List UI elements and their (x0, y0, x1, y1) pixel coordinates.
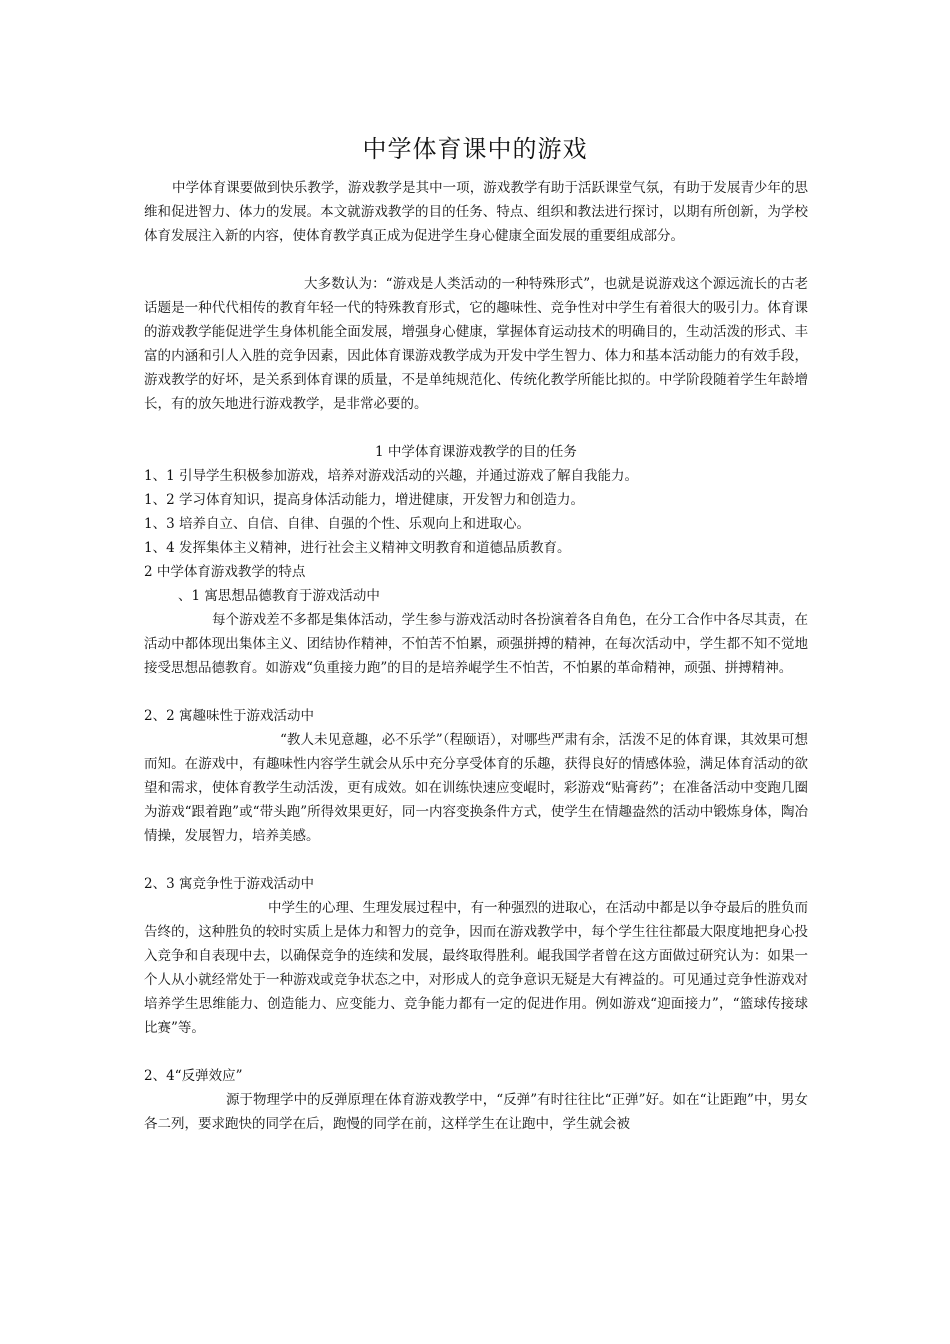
document-title: 中学体育课中的游戏 (362, 135, 588, 163)
list-item: 1、4 发挥集体主义精神，进行社会主义精神文明教育和道德品质教育。 (144, 540, 571, 556)
subsection-2-1-text: 每个游戏差不多都是集体活动，学生参与游戏活动时各扮演着各自角色，在分工合作中各尽其责，在活动中都体现出集体主义、团结协作精神，不怕苦不怕累，顽强拼搏的精神，在每次活动中，学生都不知不觉地接受思想品德教育。如游戏“负重接力跑”的目的是培养崐学生不怕苦，不怕累的革命精神，顽强、拼搏精神。 (144, 612, 808, 676)
section-2-heading: 2 中学体育游戏教学的特点 (144, 564, 306, 580)
spacer (144, 680, 808, 704)
spacer (144, 416, 808, 440)
subsection-2-4-heading: 2、4“反弹效应” (144, 1068, 243, 1084)
intro-paragraph: 大多数认为：“游戏是人类活动的一种特殊形式”，也就是说游戏这个源远流长的古老话题是一种代代相传的教育年轻一代的特殊教育形式，它的趣味性、竞争性对中学生有着很大的吸引力。体育课的游戏教学能促进学生身体机能全面发展，增强身心健康，掌握体育运动技术的明确目的，生动活泼的形式、丰富的内涵和引人入胜的竞争因素，因此体育课游戏教学成为开发中学生智力、体力和基本活动能力的有效手段，游戏教学的好坏，是关系到体育课的质量，不是单纯规范化、传统化教学所能比拟的。中学阶段随着学生年龄增长，有的放矢地进行游戏教学，是非常必要的。 (144, 276, 808, 412)
abstract-paragraph: 中学体育课要做到快乐教学，游戏教学是其中一项，游戏教学有助于活跃课堂气氛，有助于发展青少年的思维和促进智力、体力的发展。本文就游戏教学的目的任务、特点、组织和教法进行探讨，以期有所创新，为学校体育发展注入新的内容，使体育教学真正成为促进学生身心健康全面发展的重要组成部分。 (144, 180, 808, 244)
subsection-2-4-text: 源于物理学中的反弹原理在体育游戏教学中，“反弹”有时往往比“正弹”好。如在“让距跑”中，男女各二列，要求跑快的同学在后，跑慢的同学在前，这样学生在让跑中，学生就会被 (144, 1092, 808, 1132)
subsection-2-3-heading: 2、3 寓竞争性于游戏活动中 (144, 876, 314, 892)
subsection-2-2-text: “教人未见意趣，必不乐学”（程颐语），对哪些严肃有余，活泼不足的体育课，其效果可想而知。在游戏中，有趣味性内容学生就会从乐中充分享受体育的乐趣，获得良好的情感体验，满足体育活动的欲望和需求，使体育教学生动活泼，更有成效。如在训练快速应变崐时，彩游戏“贴膏药”；在准备活动中变跑几圈为游戏“跟着跑”或“带头跑”所得效果更好，同一内容变换条件方式，使学生在情趣盎然的活动中锻炼身体，陶冶情操，发展智力，培养美感。 (144, 732, 808, 844)
subsection-2-3-text: 中学生的心理、生理发展过程中，有一种强烈的进取心，在活动中都是以争夺最后的胜负而告终的，这种胜负的较时实质上是体力和智力的竞争，因而在游戏教学中，每个学生往往都最大限度地把身心投入竞争和自表现中去，以确保竞争的连续和发展，最终取得胜利。崐我国学者曾在这方面做过研究认为：如果一个人从小就经常处于一种游戏或竞争状态之中，对形成人的竞争意识无疑是大有裨益的。可见通过竞争性游戏对培养学生思维能力、创造能力、应变能力、竞争能力都有一定的促进作用。例如游戏“迎面接力”，“篮球传接球比赛”等。 (144, 900, 808, 1036)
spacer (144, 848, 808, 872)
list-item: 1、2 学习体育知识，提高身体活动能力，增进健康，开发智力和创造力。 (144, 492, 584, 508)
spacer (144, 1040, 808, 1064)
subsection-2-2-heading: 2、2 寓趣味性于游戏活动中 (144, 708, 314, 724)
document-body (144, 176, 808, 1136)
list-item: 1、3 培养自立、自信、自律、自强的个性、乐观向上和进取心。 (144, 516, 530, 532)
section-1-heading: 1 中学体育课游戏教学的目的任务 (375, 444, 577, 460)
list-item: 1、1 引导学生积极参加游戏，培养对游戏活动的兴趣，并通过游戏了解自我能力。 (144, 468, 638, 484)
spacer (144, 248, 808, 272)
subsection-2-1-heading: 、1 寓思想品德教育于游戏活动中 (178, 588, 380, 604)
